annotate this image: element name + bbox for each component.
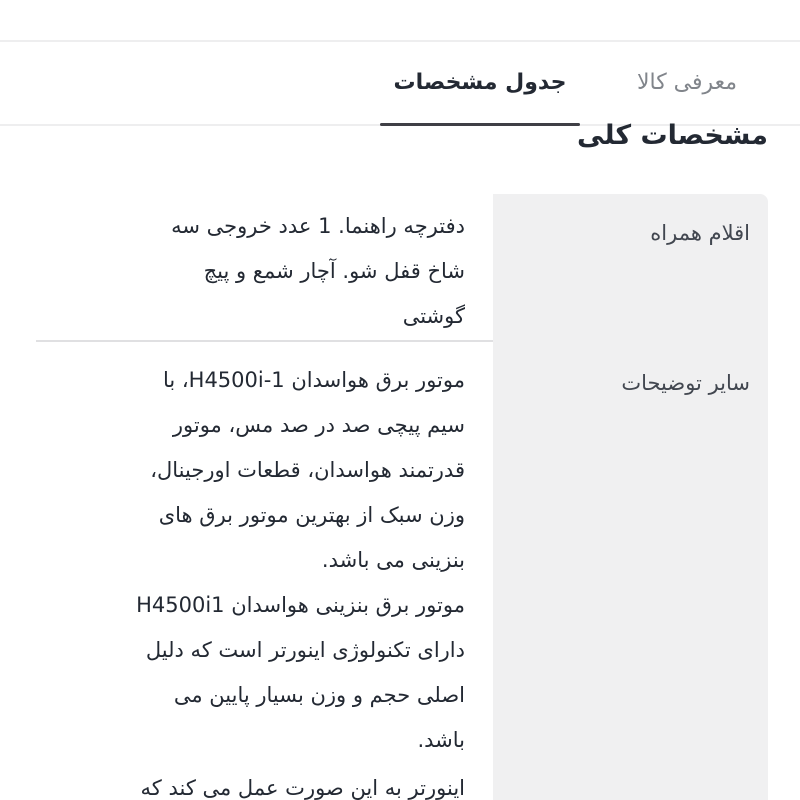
active-tab-indicator — [380, 123, 580, 126]
spec-row-other-descriptions — [36, 344, 768, 800]
spec-value-line: باشد. — [417, 728, 465, 752]
spec-value-line: گوشتی — [402, 304, 465, 328]
spec-row-accessories — [36, 194, 768, 344]
spec-value-line: قدرتمند هواسدان، قطعات اورجینال، — [150, 458, 465, 482]
section-title: مشخصات کلی — [577, 120, 768, 151]
spec-value-line: اصلی حجم و وزن بسیار پایین می — [173, 683, 465, 707]
spec-value-line: اینورتر به این صورت عمل می کند که — [140, 776, 465, 800]
spec-value-line: بنزینی می باشد. — [321, 548, 465, 572]
tab-specifications[interactable] — [380, 42, 580, 124]
spec-value-line: وزن سبک از بهترین موتور برق های — [158, 503, 465, 527]
product-tabs — [0, 42, 800, 126]
spec-value-line: سیم پیچی صد در صد مس، موتور — [172, 413, 465, 437]
spec-value-line: موتور برق بنزینی هواسدان H4500i1 — [136, 593, 465, 617]
specs-table — [36, 194, 768, 800]
spec-value-line: دفترچه راهنما. 1 عدد خروجی سه — [171, 214, 465, 238]
spec-label: اقلام همراه — [493, 194, 768, 344]
spec-value — [36, 194, 493, 342]
spec-label: سایر توضیحات — [493, 344, 768, 800]
spec-value-line: موتور برق هواسدان H4500i-1، با — [162, 368, 465, 392]
spec-value-line: شاخ قفل شو. آچار شمع و پیچ — [203, 259, 465, 283]
spec-value-line: دارای تکنولوژی اینورتر است که دلیل — [145, 638, 465, 662]
tab-product-intro[interactable]: معرفی کالا — [636, 70, 738, 95]
tab-specifications-label: جدول مشخصات — [393, 70, 567, 95]
spec-value — [36, 344, 493, 800]
